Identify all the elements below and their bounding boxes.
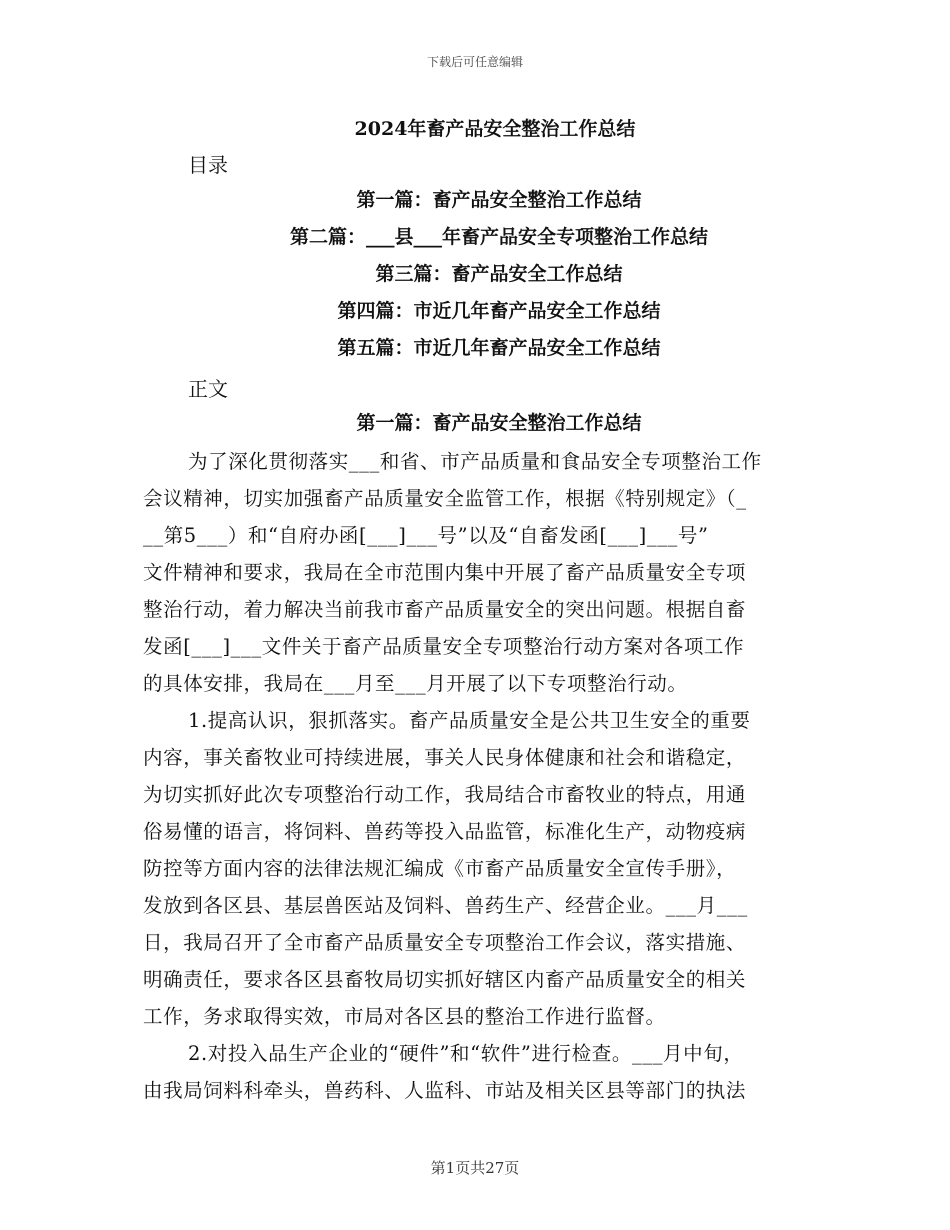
paragraph-line: 为切实抓好此次专项整治行动工作，我局结合市畜牧业的特点，用通 bbox=[143, 783, 747, 806]
paragraph-line: 文件精神和要求，我局在全市范围内集中开展了畜产品质量安全专项 bbox=[143, 561, 747, 584]
paragraph-line: 工作，务求取得实效，市局对各区县的整治工作进行监督。 bbox=[143, 1005, 666, 1028]
paragraph-line: 由我局饲料科牵头，兽药科、人监科、市站及相关区县等部门的执法 bbox=[143, 1079, 747, 1102]
section-title: 第一篇：畜产品安全整治工作总结 bbox=[356, 412, 642, 434]
paragraph-line: 俗易懂的语言，将饲料、兽药等投入品监管，标准化生产，动物疫病 bbox=[143, 820, 747, 843]
paragraph-line: 整治行动，着力解决当前我市畜产品质量安全的突出问题。根据自畜 bbox=[143, 598, 747, 621]
paragraph-line: 日，我局召开了全市畜产品质量安全专项整治工作会议，落实措施、 bbox=[143, 931, 747, 954]
paragraph-line: 会议精神，切实加强畜产品质量安全监管工作，根据《特别规定》（_ bbox=[143, 487, 747, 510]
page-footer: 第1页共27页 bbox=[430, 1159, 520, 1177]
toc-item-2: 第二篇：___县___年畜产品安全专项整治工作总结 bbox=[289, 226, 708, 248]
paragraph-line: 防控等方面内容的法律法规汇编成《市畜产品质量安全宣传手册》， bbox=[143, 857, 737, 880]
page-header: 下载后可任意编辑 bbox=[426, 55, 523, 69]
toc-item-1: 第一篇：畜产品安全整治工作总结 bbox=[356, 189, 642, 211]
paragraph-line: 2.对投入品生产企业的“硬件”和“软件”进行检查。___月中旬， bbox=[188, 1042, 744, 1065]
toc-item-3: 第三篇：畜产品安全工作总结 bbox=[375, 263, 623, 285]
paragraph-line: 为了深化贯彻落实___和省、市产品质量和食品安全专项整治工作 bbox=[188, 450, 762, 473]
document-title: 2024年畜产品安全整治工作总结 bbox=[354, 118, 636, 140]
paragraph-line: 发放到各区县、基层兽医站及饲料、兽药生产、经营企业。___月___ bbox=[143, 894, 748, 917]
paragraph-line: __第5___）和“自府办函[___]___号”以及“自畜发函[___]___号” bbox=[143, 524, 709, 547]
paragraph-line: 内容，事关畜牧业可持续进展，事关人民身体健康和社会和谐稳定， bbox=[143, 746, 747, 769]
toc-item-5: 第五篇：市近几年畜产品安全工作总结 bbox=[337, 337, 661, 359]
body-label: 正文 bbox=[188, 377, 228, 401]
toc-label: 目录 bbox=[188, 153, 228, 177]
toc-item-4: 第四篇：市近几年畜产品安全工作总结 bbox=[337, 300, 661, 322]
table-of-contents bbox=[0, 182, 950, 367]
paragraph-line: 发函[___]___文件关于畜产品质量安全专项整治行动方案对各项工作 bbox=[143, 635, 745, 658]
paragraph-line: 1.提高认识，狠抓落实。畜产品质量安全是公共卫生安全的重要 bbox=[188, 709, 751, 732]
paragraph-line: 明确责任，要求各区县畜牧局切实抓好辖区内畜产品质量安全的相关 bbox=[143, 968, 747, 991]
body-text bbox=[143, 443, 808, 1109]
paragraph-line: 的具体安排，我局在___月至___月开展了以下专项整治行动。 bbox=[143, 672, 688, 695]
